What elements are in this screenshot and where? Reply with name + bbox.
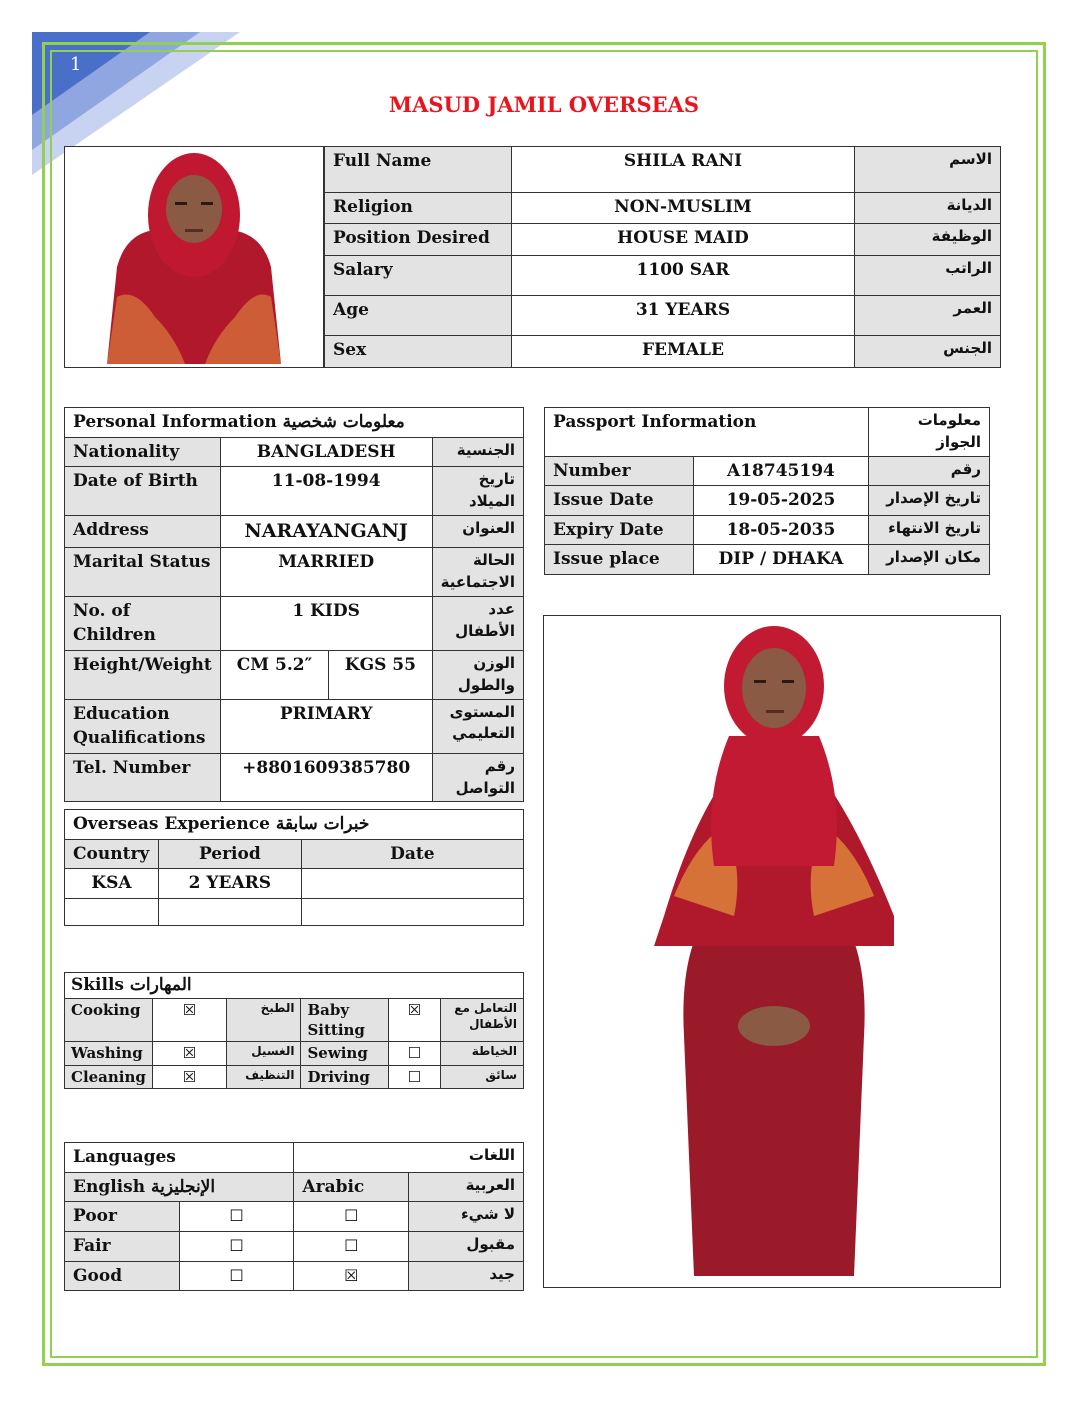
passport-label: Issue place: [545, 545, 694, 575]
main-label: Salary: [325, 256, 512, 296]
passport-value: 19-05-2025: [693, 486, 869, 516]
language-english: English الإنجليزية: [65, 1172, 294, 1202]
main-label-ar: الجنس: [855, 336, 1001, 368]
skill-label-ar: الخياطة: [440, 1042, 523, 1065]
skill-label-ar: سائق: [440, 1065, 523, 1088]
main-value: 1100 SAR: [511, 256, 854, 296]
passport-row: [545, 486, 990, 516]
language-row: [65, 1231, 524, 1261]
company-title: MASUD JAMIL OVERSEAS: [388, 92, 700, 117]
height-value: CM 5.2″: [220, 651, 328, 700]
skill-checkbox[interactable]: ☐: [389, 1042, 440, 1065]
english-checkbox[interactable]: ☐: [179, 1202, 294, 1232]
skill-checkbox[interactable]: ☒: [389, 998, 440, 1042]
languages-header: Languages: [65, 1143, 294, 1173]
experience-cell: 2 YEARS: [158, 869, 301, 899]
language-level: Fair: [65, 1231, 180, 1261]
main-label-ar: الوظيفة: [855, 224, 1001, 256]
skill-label-ar: الطبخ: [226, 998, 301, 1042]
passport-header-ar: معلومات الجواز: [869, 408, 990, 457]
main-label: Religion: [325, 193, 512, 224]
skill-label-ar: التنظيف: [226, 1065, 301, 1088]
skill-label: Sewing: [301, 1042, 389, 1065]
personal-label: Education Qualifications: [65, 699, 221, 753]
arabic-checkbox[interactable]: ☐: [294, 1202, 409, 1232]
passport-label: Issue Date: [545, 486, 694, 516]
personal-row: [65, 651, 524, 700]
personal-label: Address: [65, 515, 221, 548]
personal-value: 1 KIDS: [220, 596, 432, 650]
arabic-checkbox[interactable]: ☒: [294, 1261, 409, 1291]
arabic-checkbox[interactable]: ☐: [294, 1231, 409, 1261]
personal-value: BANGLADESH: [220, 437, 432, 467]
skills-table: [64, 972, 524, 1089]
portrait-photo: [65, 147, 323, 367]
personal-row: [65, 467, 524, 516]
passport-value: 18-05-2035: [693, 515, 869, 545]
experience-cell: [301, 898, 523, 925]
personal-label: Tel. Number: [65, 753, 221, 802]
personal-label-ar: الحالة الاجتماعية: [432, 548, 523, 597]
main-label-ar: الاسم: [855, 147, 1001, 193]
personal-label: No. of Children: [65, 596, 221, 650]
skill-label: Baby Sitting: [301, 998, 389, 1042]
personal-header: Personal Information معلومات شخصية: [65, 408, 524, 438]
personal-value: +8801609385780: [220, 753, 432, 802]
language-level: Poor: [65, 1202, 180, 1232]
portrait-photo-frame: [64, 146, 324, 368]
personal-label-ar: المستوى التعليمي: [432, 699, 523, 753]
personal-value: MARRIED: [220, 548, 432, 597]
passport-row: [545, 456, 990, 486]
experience-col-period: Period: [158, 839, 301, 869]
personal-row: [65, 753, 524, 802]
personal-row: [65, 596, 524, 650]
personal-label: Marital Status: [65, 548, 221, 597]
language-level: Good: [65, 1261, 180, 1291]
personal-label-ar: الجنسية: [432, 437, 523, 467]
main-value: 31 YEARS: [511, 296, 854, 336]
main-info-table: [324, 146, 1001, 368]
experience-cell: [65, 898, 159, 925]
experience-col-country: Country: [65, 839, 159, 869]
personal-label-ar: الوزن والطول: [432, 651, 523, 700]
language-level-ar: جيد: [409, 1261, 524, 1291]
full-body-photo: [544, 616, 1000, 1287]
main-value: FEMALE: [511, 336, 854, 368]
main-value: SHILA RANI: [511, 147, 854, 193]
personal-label: Nationality: [65, 437, 221, 467]
passport-label-ar: تاريخ الإصدار: [869, 486, 990, 516]
skill-checkbox[interactable]: ☒: [152, 1065, 226, 1088]
skills-row: [65, 1042, 524, 1065]
passport-info-table: [544, 407, 990, 575]
page-number: 1: [70, 54, 82, 75]
full-body-photo-frame: [543, 615, 1001, 1288]
skill-checkbox[interactable]: ☐: [389, 1065, 440, 1088]
language-row: [65, 1261, 524, 1291]
skill-label-ar: التعامل مع الأطفال: [440, 998, 523, 1042]
main-row: [325, 336, 1001, 368]
language-row: [65, 1202, 524, 1232]
personal-label-ar: عدد الأطفال: [432, 596, 523, 650]
passport-label: Expiry Date: [545, 515, 694, 545]
personal-value: NARAYANGANJ: [220, 515, 432, 548]
language-arabic: Arabic: [294, 1172, 409, 1202]
languages-header-ar: اللغات: [294, 1143, 524, 1173]
languages-table: [64, 1142, 524, 1291]
language-level-ar: لا شيء: [409, 1202, 524, 1232]
experience-col-date: Date: [301, 839, 523, 869]
passport-header: Passport Information: [545, 408, 869, 457]
language-arabic-ar: العربية: [409, 1172, 524, 1202]
experience-row: [65, 898, 524, 925]
main-row: [325, 256, 1001, 296]
passport-value: DIP / DHAKA: [693, 545, 869, 575]
skill-checkbox[interactable]: ☒: [152, 1042, 226, 1065]
experience-cell: [158, 898, 301, 925]
main-row: [325, 296, 1001, 336]
skills-header: Skills المهارات: [65, 973, 524, 999]
passport-label-ar: مكان الإصدار: [869, 545, 990, 575]
passport-label: Number: [545, 456, 694, 486]
main-label-ar: العمر: [855, 296, 1001, 336]
main-label: Sex: [325, 336, 512, 368]
passport-value: A18745194: [693, 456, 869, 486]
skill-label: Cleaning: [65, 1065, 153, 1088]
skill-checkbox[interactable]: ☒: [152, 998, 226, 1042]
personal-row: [65, 437, 524, 467]
passport-row: [545, 545, 990, 575]
main-value: HOUSE MAID: [511, 224, 854, 256]
personal-row: [65, 699, 524, 753]
english-checkbox[interactable]: ☐: [179, 1231, 294, 1261]
personal-label-ar: العنوان: [432, 515, 523, 548]
main-label: Position Desired: [325, 224, 512, 256]
experience-cell: KSA: [65, 869, 159, 899]
personal-label-ar: تاريخ الميلاد: [432, 467, 523, 516]
personal-label: Height/Weight: [65, 651, 221, 700]
experience-table: [64, 809, 524, 926]
personal-value: PRIMARY: [220, 699, 432, 753]
personal-row: [65, 515, 524, 548]
passport-row: [545, 515, 990, 545]
passport-label-ar: رقم: [869, 456, 990, 486]
main-label: Full Name: [325, 147, 512, 193]
skills-row: [65, 1065, 524, 1088]
main-value: NON-MUSLIM: [511, 193, 854, 224]
skills-row: [65, 998, 524, 1042]
skill-label: Driving: [301, 1065, 389, 1088]
weight-value: KGS 55: [329, 651, 432, 700]
experience-row: [65, 869, 524, 899]
english-checkbox[interactable]: ☐: [179, 1261, 294, 1291]
experience-cell: [301, 869, 523, 899]
passport-label-ar: تاريخ الانتهاء: [869, 515, 990, 545]
main-row: [325, 224, 1001, 256]
personal-row: [65, 548, 524, 597]
main-label: Age: [325, 296, 512, 336]
personal-label-ar: رقم التواصل: [432, 753, 523, 802]
main-label-ar: الديانة: [855, 193, 1001, 224]
personal-label: Date of Birth: [65, 467, 221, 516]
main-row: [325, 193, 1001, 224]
personal-info-table: [64, 407, 524, 802]
personal-value: 11-08-1994: [220, 467, 432, 516]
skill-label-ar: الغسيل: [226, 1042, 301, 1065]
main-label-ar: الراتب: [855, 256, 1001, 296]
skill-label: Washing: [65, 1042, 153, 1065]
language-level-ar: مقبول: [409, 1231, 524, 1261]
experience-header: Overseas Experience خبرات سابقة: [65, 810, 524, 840]
skill-label: Cooking: [65, 998, 153, 1042]
main-row: [325, 147, 1001, 193]
